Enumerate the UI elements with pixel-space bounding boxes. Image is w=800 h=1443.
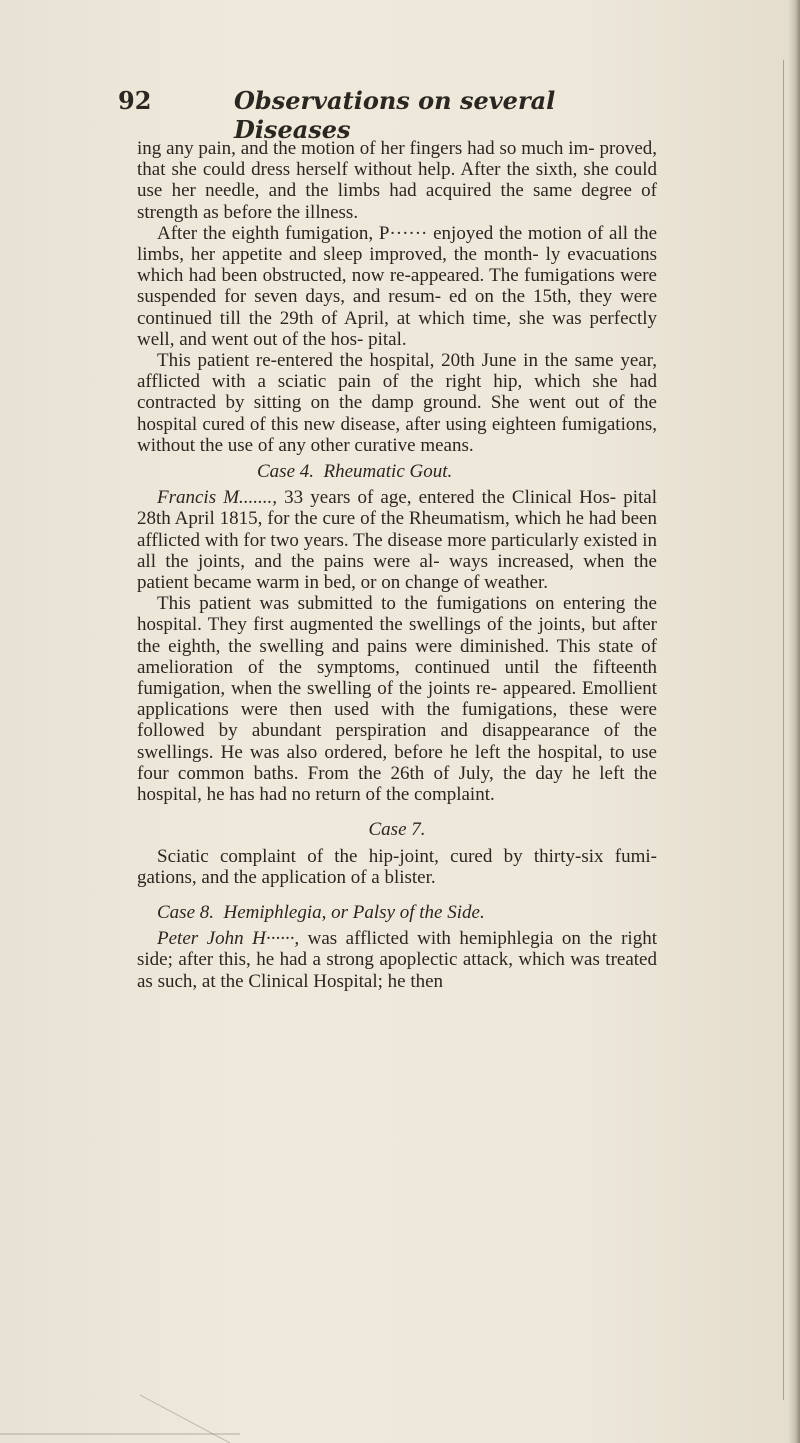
paragraph-eighth-fumigation: After the eighth fumigation, P······ enjoyed the motion of all the limbs, her appetite and sleep improved, the month- ly evacuations which had been obstructed, now re-appeared. The fumigations were suspended for seven days, and resum- ed on the 15th, they were continued till the 29th of April, at which time, she was perfectly well, and went out of the hos- pital. — [137, 222, 657, 350]
case-7-heading: Case 7. — [368, 819, 426, 841]
paragraph-reentered: This patient re-entered the hospital, 20th June in the same year, afflicted with a sciatic pain of the right hip, which she had contracted by sitting on the damp ground. She went out of the hospital cured of this new disease, after using eighteen fumigations, without the use of any other curative means. — [137, 350, 657, 456]
case-4-patient-name: Francis M......., — [157, 487, 278, 509]
body-text — [137, 138, 657, 992]
case-4-second: This patient was submitted to the fumigations on entering the hospital. They first augmented the swellings of the joints, but after the eighth, the swelling and pains were diminished. This state of amelioration of the symptoms, continued until the fifteenth fumigation, when the swelling of the joints re- appeared. Emollient applications were then used with the fumigations, these were followed by abundant perspiration and disappearance of the swellings. He was also ordered, before he left the hospital, to use four common baths. From the 26th of July, the day he left the hospital, he has had no return of the complaint. — [137, 593, 657, 806]
case-4-heading — [137, 461, 657, 482]
case-4-intro-text: 33 years of age, entered the Clinical Hos- pital 28th April 1815, for the cure of the Rheumatism, which he had been afflicted with for two years. The disease more particularly existed in all the joints, and the pains were al- ways increased, when the patient became warm in bed, or on change of weather. — [137, 487, 658, 594]
case-8-number: Case 8. — [157, 901, 214, 923]
case-4-title: Rheumatic Gout. — [323, 461, 453, 483]
page-edge-line — [783, 60, 784, 1400]
case-8-intro — [137, 928, 657, 992]
case-8-heading — [137, 902, 657, 923]
case-7-text: Sciatic complaint of the hip-joint, cured by thirty-six fumi- gations, and the application of a blister. — [137, 845, 657, 888]
page-header — [118, 86, 678, 144]
page-number: 92 — [118, 86, 152, 115]
running-head: Observations on several Diseases — [234, 86, 556, 144]
paragraph-continuation: ing any pain, and the motion of her fingers had so much im- proved, that she could dress herself without help. After the sixth, she could use her needle, and the limbs had acquired the same degree of strength as before the illness. — [137, 138, 657, 223]
case-8-patient-name: Peter John H······, — [157, 928, 300, 950]
case-4-number: Case 4. — [257, 461, 314, 483]
case-4-intro — [137, 487, 657, 593]
page-edge-shadow — [788, 0, 800, 1443]
case-8-title: Hemiphlegia, or Palsy of the Side. — [223, 901, 485, 923]
case-8-text: was afflicted with hemiphlegia on the right side; after this, he had a strong apoplectic attack, which was treated as such, at the Clinical Hospital; he then — [137, 928, 657, 992]
page-corner-mark — [0, 1390, 260, 1443]
